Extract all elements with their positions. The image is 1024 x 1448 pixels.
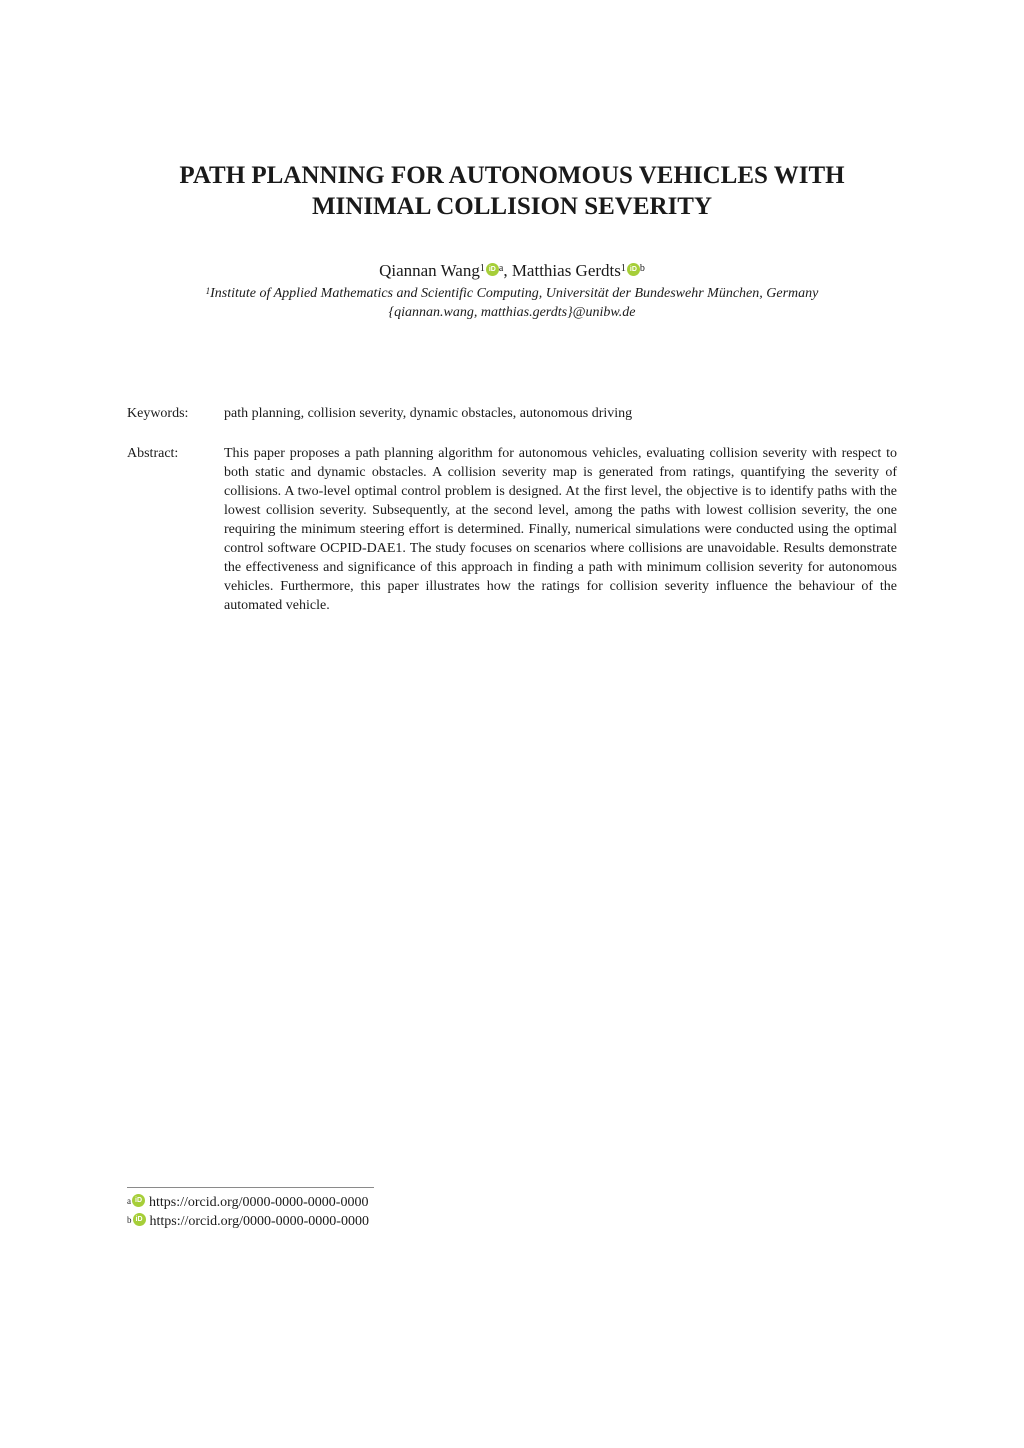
orcid-mark: a	[498, 263, 504, 274]
author-name: Qiannan Wang	[379, 261, 480, 280]
keywords-label: Keywords:	[127, 406, 189, 421]
abstract-text: This paper proposes a path planning algorithm for autonomous vehicles, evaluating collision severity with respect to both static and dynamic obstacles. A collision severity map is generated from ratings, quantifying the severity of collisions. A two-level optimal control problem is designed. At the first level, the objective is to identify paths with the lowest collision severity. Subsequently, at the second level, among the paths with lowest collision severity, the one requiring the minimum steering effort is determined. Finally, numerical simulations were conducted using the optimal control software OCPID-DAE1. The study focuses on scenarios where collisions are unavoidable. Results demonstrate the effectiveness and significance of this approach in finding a path with minimum collision severity for autonomous vehicles. Furthermore, this paper illustrates how the ratings for collision severity influence the behaviour of the automated vehicle.	[224, 446, 897, 613]
footnote-item	[127, 1212, 369, 1231]
orcid-icon: iD	[133, 1213, 146, 1226]
orcid-link[interactable]: https://orcid.org/0000-0000-0000-0000	[149, 1195, 369, 1210]
affiliation-block	[100, 284, 924, 322]
orcid-link[interactable]: https://orcid.org/0000-0000-0000-0000	[149, 1214, 369, 1229]
affiliation-mark: 1	[479, 263, 485, 274]
orcid-icon[interactable]: iD	[627, 263, 640, 276]
author-separator: ,	[503, 261, 508, 280]
affiliation-text: Institute of Applied Mathematics and Scientific Computing, Universität der Bundeswehr München, Germany	[210, 286, 819, 301]
author-name: Matthias Gerdts	[511, 261, 621, 280]
paper-title: PATH PLANNING FOR AUTONOMOUS VEHICLES WITH MINIMAL COLLISION SEVERITY	[179, 162, 845, 220]
footnote-rule	[127, 1187, 374, 1188]
affiliation-mark: 1	[620, 263, 626, 274]
author-line	[120, 260, 904, 282]
orcid-icon: iD	[132, 1194, 145, 1207]
affiliation	[100, 284, 924, 303]
footnote-item	[127, 1193, 368, 1212]
footnote-mark: b	[127, 1215, 132, 1225]
author-emails: {qiannan.wang, matthias.gerdts}@unibw.de	[388, 305, 636, 320]
affiliation-mark: 1	[205, 286, 211, 296]
abstract-label: Abstract:	[127, 446, 179, 461]
keywords-text: path planning, collision severity, dynamic obstacles, autonomous driving	[224, 406, 633, 421]
orcid-icon[interactable]: iD	[486, 263, 499, 276]
footnote-mark: a	[127, 1196, 131, 1206]
orcid-mark: b	[639, 263, 645, 274]
